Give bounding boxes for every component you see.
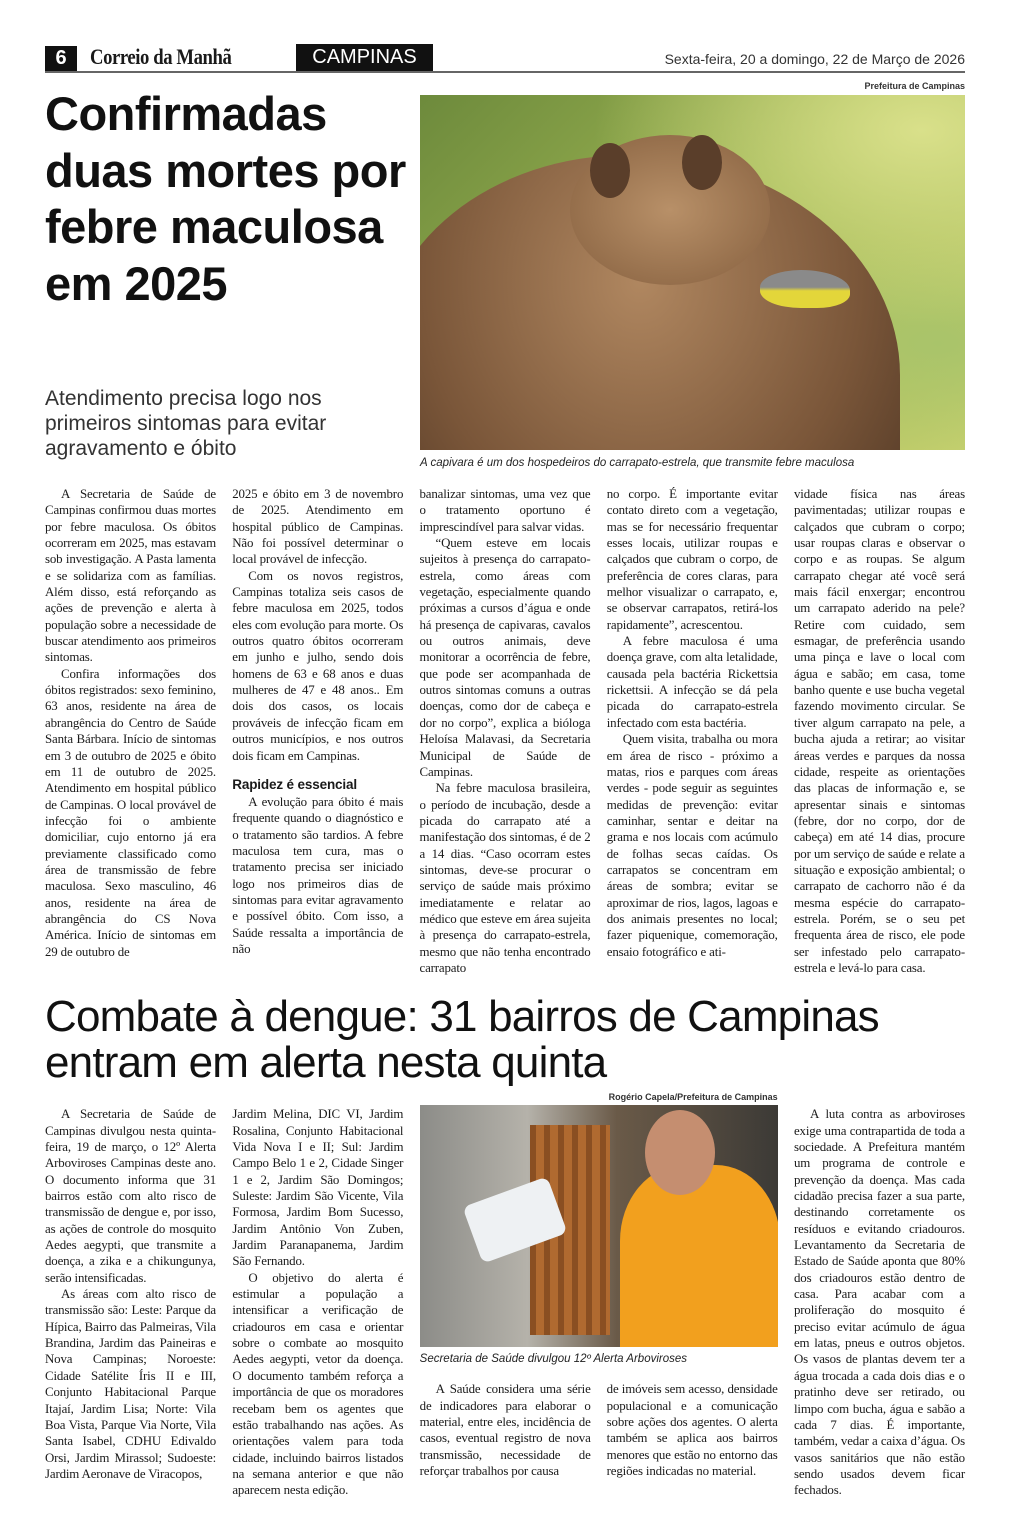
article1-subheadline: Atendimento precisa logo nos primeiros sintomas para evitar agravamento e óbito	[45, 387, 327, 460]
subheading: Rapidez é essencial	[232, 776, 357, 792]
paragraph: A febre maculosa é uma doença grave, com alta letalidade, causada pela bactéria Rickettsia rickettsii. A infecção se dá pela picada do carrapato-estrela infectado com esta bactéria.	[606, 634, 778, 730]
paragraph: O objetivo do alerta é estimular a população a intensificar a verificação de criadouros em casa e orientar sobre o combate ao mosquito Aedes aegypti, vetor da doença. O documento também reforça a importância de que os moradores recebam bem os agentes que estão trabalhando nas ações. As orientações valem para toda cidade, incluindo bairros listados na semana anterior e que não aparecem nesta edição.	[232, 1270, 404, 1498]
paragraph: Confira informações dos óbitos registrados: sexo feminino, 63 anos, residente na área de abrangência do Centro de Saúde Santa Bárbara. Início de sintomas em 3 de outubro de 2025 e óbito em 11 de outubro de 2025. Atendimento em hospital público de Campinas. O local provável de infecção foi o ambiente domiciliar, cujo entorno já era previamente classificado como área de transmissão de febre maculosa. Sexo masculino, 46 anos, residente na área de abrangência do CS Nova América. Início de sintomas em 29 de outubro de	[45, 666, 216, 959]
paragraph: A Secretaria de Saúde de Campinas divulgou nesta quinta-feira, 19 de março, o 12º Alerta Arboviroses Campinas deste ano. O documento informa que 31 bairros estão com alto risco de transmissão de dengue e, por isso, as ações de controle do mosquito Aedes aegypti, que transmite a doença, a zika e a chikungunya, serão intensificadas.	[45, 1107, 216, 1285]
article2-column-3	[420, 1381, 591, 1479]
article1-column-2	[232, 486, 403, 957]
paragraph: Na febre maculosa brasileira, o período de incubação, desde a picada do carrapato até a manifestação dos sintomas, é de 2 a 14 dias. “Caso ocorram estes sintomas, deve-se procurar o serviço de saúde mais próximo imediatamente e relatar ao médico que esteve em área sujeita à presença do carrapato-estrela, mesmo que não tenha encontrado carrapato	[419, 781, 591, 975]
paragraph: 2025 e óbito em 3 de novembro de 2025. Atendimento em hospital público de Campinas. Não foi possível determinar o local provável de infecção.	[232, 487, 404, 567]
capybara-photo	[420, 95, 965, 450]
paragraph: vidade física nas áreas pavimentadas; utilizar roupas e calçados que cubram o corpo; usar roupas claras e observar o corpo e as roupas. Se algum carrapato chegar até você será mais fácil enxergar; encontrou um carrapato aderido na pele? Retire com cuidado, sem esmagar, de preferência usando uma pinça e lave o local com água e sabão; em casa, tome banho quente e use bucha vegetal fazendo movimento circular. Se tiver algum carrapato na pele, a bucha ajuda a retirar; ao visitar áreas verdes e parques da nossa cidade, respeite as orientações das placas de informação e, se apresentar sinais e sintomas (febre, dor no corpo, dor de cabeça) em até 14 dias, procure por um serviço de saúde e relate a situação e exposição ambiental; o carrapato de cachorro não é da mesma espécie do carrapato-estrela. Porém, se o seu pet frequenta área de risco, ele pode ser infestado pelo carrapato-estrela e levá-lo para casa.	[794, 487, 965, 975]
header-divider	[45, 71, 965, 73]
article1-column-5	[794, 486, 965, 976]
newspaper-logo: Correio da Manhã	[90, 44, 232, 69]
paragraph: A luta contra as arboviroses exige uma contrapartida de toda a sociedade. A Prefeitura mantém um programa de controle e prevenção da doença. Mas cada cidadão precisa fazer a sua parte, destinando corretamente os resíduos e evitando criadouros. Levantamento da Secretaria de Estado de Saúde aponta que 80% dos criadouros estão dentro de casa. Para acabar com a proliferação do mosquito é preciso evitar acúmulo de água em latas, pneus e outros objetos. Os vasos de plantas devem ter a água trocada a cada dois dias e o pratinho deve ser retirado, ou limpo com bucha, água e sabão a cada 7 dias. É importante, também, vedar a caixa d’água. Os vasos sanitários que não estão sendo usados devem ficar fechados.	[793, 1107, 965, 1498]
paragraph: banalizar sintomas, uma vez que o tratamento oportuno é imprescindível para salvar vidas.	[419, 487, 591, 534]
paragraph: de imóveis sem acesso, densidade populacional e a comunicação sobre ações dos agentes. O alerta também se aplica aos bairros menores que estão no entorno das regiões indicadas no material.	[606, 1382, 778, 1479]
paragraph: A Secretaria de Saúde de Campinas confirmou duas mortes por febre maculosa. Os óbitos ocorreram em 2025, mas estavam sob investigação. A Pasta lamenta e se solidariza com as famílias. Além disso, está reforçando as ações de prevenção e alerta à população sobre a necessidade de buscar atendimento aos primeiros sintomas.	[45, 487, 216, 665]
paragraph: Jardim Melina, DIC VI, Jardim Rosalina, Conjunto Habitacional Vida Nova I e II; Sul: Jardim Campo Belo 1 e 2, Cidade Singer 1 e 2, Jardim São Domingos; Suleste: Jardim São Vicente, Vila Formosa, Jardim Bom Sucesso, Jardim Antônio Von Zuben, Jardim Paranapanema, Jardim São Fernando.	[232, 1107, 404, 1269]
article2-photo-credit: Rogério Capela/Prefeitura de Campinas	[608, 1092, 778, 1103]
paragraph: “Quem esteve em locais sujeitos à presença do carrapato-estrela, como áreas com vegetação, especialmente quando próximas a cursos d’água e onde há presença de capivaras, cavalos ou outros animais, deve monitorar a ocorrência de febre, que pode ser acompanhada de outros sintomas comuns a outras doenças, como dor de cabeça e dor no corpo”, explica a bióloga Heloísa Malavasi, da Secretaria Municipal de Saúde de Campinas.	[419, 536, 591, 779]
section-label: CAMPINAS	[296, 44, 433, 71]
paragraph: A evolução para óbito é mais frequente quando o diagnóstico e o tratamento são tardios. A febre maculosa tem cura, mas o tratamento precisa ser iniciado logo nos primeiros dias de sintomas para evitar agravamento e possível óbito. Com isso, a Saúde ressalta a importância de não	[232, 794, 404, 956]
health-agent-photo	[420, 1105, 778, 1347]
article1-photo-credit: Prefeitura de Campinas	[864, 81, 965, 91]
article2-headline: Combate à dengue: 31 bairros de Campinas entram em alerta nesta quinta	[45, 992, 879, 1088]
article2-column-4	[607, 1381, 778, 1479]
article1-photo-caption: A capivara é um dos hospedeiros do carrapato-estrela, que transmite febre maculosa	[420, 457, 855, 469]
article2-photo-caption: Secretaria de Saúde divulgou 12º Alerta Arboviroses	[419, 1353, 688, 1366]
page-number: 6	[45, 46, 77, 71]
article2-middle	[420, 1092, 778, 1479]
paragraph: no corpo. É importante evitar contato direto com a vegetação, mas se for necessário frequentar esses locais, utilizar roupas e calçados que cubram o corpo, de preferência de cores claras, para melhor visualizar o carrapato, e, se observar carrapatos, retirá-los rapidamente”, acrescentou.	[606, 487, 778, 632]
page-flow	[45, 486, 965, 1539]
article1-column-3	[420, 486, 591, 976]
article2-column-1	[45, 1106, 216, 1482]
article2-body	[45, 1092, 965, 1498]
article1-headline: Confirmadas duas mortes por febre maculosa em 2025	[45, 87, 406, 310]
article1-body	[45, 486, 965, 976]
article2-column-5	[794, 1106, 965, 1498]
paragraph: A Saúde considera uma série de indicadores para elaborar o material, entre eles, incidência de casos, eventual registro de nova transmissão, necessidade de reforçar trabalhos por causa	[419, 1382, 591, 1479]
paragraph: As áreas com alto risco de transmissão são: Leste: Parque da Hípica, Bairro das Palmeiras, Vila Brandina, Jardim das Paineiras e Nova Campinas; Noroeste: Cidade Satélite Íris II e III, Conjunto Habitacional Parque Itajaí, Jardim Lisa; Norte: Vila Boa Vista, Parque Via Norte, Vila Santa Isabel, CDHU Edivaldo Orsi, Jardim Mirassol; Sudoeste: Jardim Aeronave de Viracopos,	[45, 1287, 216, 1481]
article1-column-4	[607, 486, 778, 960]
paragraph: Quem visita, trabalha ou mora em área de risco - próximo a matas, rios e parques com áreas verdes - pode seguir as seguintes medidas de prevenção: evitar caminhar, sentar e deitar na grama e nos locais com acúmulo de folhas secas caídas. Os carrapatos se concentram em áreas de sombra; evitar se aproximar de rios, lagos, lagoas e dos animais presentes no local; fazer piquenique, comemoração, ensaio fotográfico e ati-	[606, 732, 778, 959]
paragraph: Com os novos registros, Campinas totaliza seis casos de febre maculosa em 2025, todos eles com evolução para morte. Os outros quatro óbitos ocorreram em junho e julho, sendo dois homens de 63 e 68 anos e duas mulheres de 47 e 48 anos.. Em dois dos casos, os locais prováveis de infecção ficam em outros municípios, e nos outros dois ficam em Campinas.	[232, 568, 404, 763]
article1-column-1	[45, 486, 216, 960]
edition-date: Sexta-feira, 20 a domingo, 22 de Março de 2026	[664, 51, 965, 67]
article2-column-2	[232, 1106, 403, 1498]
